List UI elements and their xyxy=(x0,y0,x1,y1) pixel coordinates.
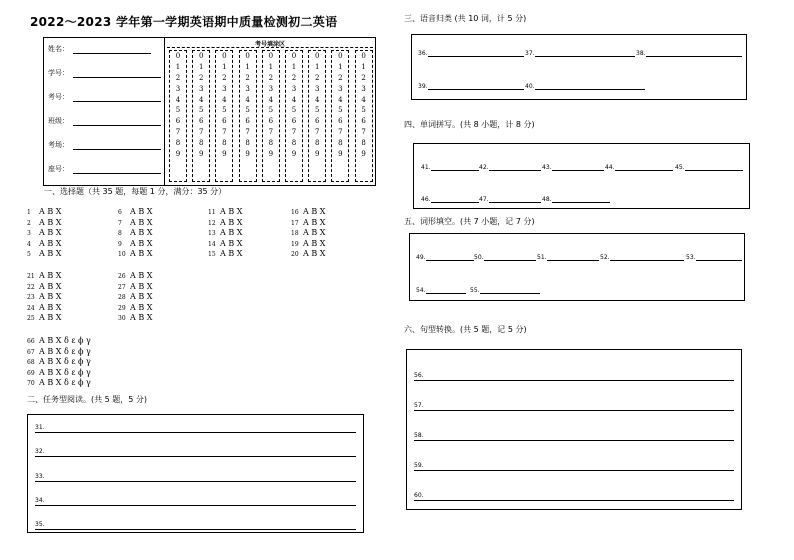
choice-item-17[interactable] xyxy=(291,218,325,227)
exam-digit-bubble[interactable]: 2 xyxy=(268,73,274,82)
section2-answer-box xyxy=(27,414,364,533)
question-number: 6 xyxy=(118,209,122,216)
exam-digit-bubble[interactable]: 8 xyxy=(338,139,343,148)
exam-digit-bubble[interactable]: 3 xyxy=(222,84,227,93)
exam-digit-bubble[interactable]: 6 xyxy=(175,117,181,126)
exam-digit-bubble[interactable]: 2 xyxy=(338,73,343,82)
exam-digit-bubble[interactable]: 5 xyxy=(245,106,250,115)
exam-digit-bubble[interactable]: 9 xyxy=(338,150,343,159)
answer-47[interactable]: 47. xyxy=(479,196,541,203)
answer-42[interactable]: 42. xyxy=(479,164,541,171)
exam-digit-bubble[interactable]: 0 xyxy=(198,52,204,60)
exam-digit-bubble[interactable]: 7 xyxy=(222,128,227,137)
answer-options[interactable]: A B X xyxy=(220,228,243,238)
question-number: 18 xyxy=(291,230,299,238)
student-info-fields xyxy=(44,38,165,185)
question-number: 25 xyxy=(27,315,35,323)
name-field[interactable] xyxy=(48,44,151,54)
answer-options[interactable]: A B X xyxy=(220,249,243,259)
exam-digit-bubble[interactable]: 5 xyxy=(222,106,227,115)
exam-number-area-title: 考号填涂区 xyxy=(254,41,285,48)
section2-heading: 二、任务型阅读。(共 5 题，5 分) xyxy=(27,395,148,404)
answer-options[interactable]: A B X xyxy=(39,207,62,216)
answer-options[interactable]: A B X xyxy=(39,271,62,280)
answer-options[interactable]: A B X xyxy=(39,217,62,227)
answer-options[interactable]: A B X xyxy=(39,238,62,248)
exam-digit-bubble[interactable]: 4 xyxy=(361,95,366,104)
answer-options[interactable]: A B X xyxy=(130,313,153,323)
choice-item-19[interactable] xyxy=(291,239,325,248)
exam-digit-bubble[interactable]: 4 xyxy=(222,95,227,104)
exam-digit-bubble[interactable]: 0 xyxy=(268,52,274,60)
question-number: 1 xyxy=(27,209,31,216)
exam-digit-bubble[interactable]: 4 xyxy=(268,95,274,104)
choice-item-29[interactable] xyxy=(118,303,152,312)
answer-45[interactable]: 45. xyxy=(675,164,743,171)
answer-40[interactable]: 40. xyxy=(525,83,645,90)
question-number: 10 xyxy=(118,251,126,259)
question-number: 11 xyxy=(208,209,216,216)
exam-digit-bubble[interactable]: 8 xyxy=(291,139,297,148)
exam-digit-bubble[interactable]: 5 xyxy=(291,106,297,115)
exam-digit-bubble[interactable]: 5 xyxy=(361,106,366,115)
exam-digit-bubble[interactable]: 4 xyxy=(175,95,181,104)
exam-digit-bubble[interactable]: 5 xyxy=(338,106,343,115)
answer-options[interactable]: A B X xyxy=(220,217,243,227)
exam-number-column-1 xyxy=(169,50,187,182)
question-number: 19 xyxy=(291,240,299,248)
exam-digit-bubble[interactable]: 8 xyxy=(314,139,320,148)
exam-digit-bubble[interactable]: 1 xyxy=(268,62,274,71)
question-number: 68 xyxy=(27,359,35,367)
exam-digit-bubble[interactable]: 8 xyxy=(361,139,366,148)
question-number: 28 xyxy=(118,294,126,302)
answer-options[interactable]: A B X xyxy=(39,281,62,291)
exam-digit-bubble[interactable]: 3 xyxy=(361,84,366,93)
exam-digit-bubble[interactable]: 8 xyxy=(175,139,181,148)
choice-item-18[interactable] xyxy=(291,228,325,237)
seat-number-field[interactable] xyxy=(48,164,161,174)
section2-answer-line-1[interactable]: 31. xyxy=(35,424,356,433)
student-id-field[interactable] xyxy=(48,68,161,78)
answer-options[interactable]: A B X xyxy=(39,292,62,302)
question-number: 7 xyxy=(118,219,122,227)
question-number: 67 xyxy=(27,348,35,356)
choice-item-13[interactable] xyxy=(208,228,242,237)
question-number: 26 xyxy=(118,273,126,280)
question-number: 20 xyxy=(291,251,299,259)
choice-item-1[interactable] xyxy=(27,207,61,216)
exam-digit-bubble[interactable]: 9 xyxy=(198,150,204,159)
student-info-box xyxy=(43,37,376,186)
exam-digit-bubble[interactable]: 0 xyxy=(222,52,227,60)
answer-options[interactable]: A B X xyxy=(303,228,326,238)
section2-answer-line-4[interactable]: 34. xyxy=(35,497,356,506)
section3-heading: 三、语音归类 (共 10 词，计 5 分) xyxy=(404,14,527,23)
choice-item-8[interactable] xyxy=(118,228,152,237)
answer-options[interactable]: A B X xyxy=(303,217,326,227)
question-number: 15 xyxy=(208,251,216,259)
exam-number-column-8 xyxy=(331,50,349,182)
answer-55[interactable]: 55. xyxy=(470,287,540,294)
exam-digit-bubble[interactable]: 9 xyxy=(175,150,181,159)
question-number: 4 xyxy=(27,240,31,248)
question-number: 70 xyxy=(27,380,35,388)
answer-options[interactable]: A B X xyxy=(303,207,326,216)
choice-item-11[interactable] xyxy=(208,207,242,216)
answer-54[interactable]: 54. xyxy=(416,287,466,294)
question-number: 27 xyxy=(118,283,126,291)
answer-options[interactable]: A B X xyxy=(303,249,326,259)
exam-digit-bubble[interactable]: 7 xyxy=(268,128,274,137)
question-number: 23 xyxy=(27,294,35,302)
choice-item-22[interactable] xyxy=(27,282,61,291)
exam-number-column-5 xyxy=(262,50,280,182)
exam-digit-bubble[interactable]: 6 xyxy=(198,117,204,126)
exam-number-column-6 xyxy=(285,50,303,182)
question-number: 13 xyxy=(208,230,216,238)
exam-digit-bubble[interactable]: 2 xyxy=(314,73,320,82)
exam-digit-bubble[interactable]: 0 xyxy=(291,52,297,60)
exam-digit-bubble[interactable]: 1 xyxy=(222,62,227,71)
choice-item-4[interactable] xyxy=(27,239,61,248)
question-number: 17 xyxy=(291,219,299,227)
exam-room-label: 考场： xyxy=(48,141,69,149)
choice-item-5[interactable] xyxy=(27,249,61,258)
answer-43[interactable]: 43. xyxy=(542,164,604,171)
exam-digit-bubble[interactable]: 9 xyxy=(314,150,320,159)
choice-item-6[interactable] xyxy=(118,207,152,216)
exam-digit-bubble[interactable]: 6 xyxy=(338,117,343,126)
choice-item-30[interactable] xyxy=(118,313,152,322)
question-number: 66 xyxy=(27,338,35,345)
answer-options[interactable]: A B X δ ε ϕ γ xyxy=(39,378,91,388)
answer-options[interactable]: A B X xyxy=(130,207,153,216)
answer-options[interactable]: A B X xyxy=(220,207,243,216)
choice-item-26[interactable] xyxy=(118,271,152,280)
section6-answer-line-5[interactable]: 60. xyxy=(414,492,734,501)
exam-digit-bubble[interactable]: 4 xyxy=(338,95,343,104)
section4-heading: 四、单词拼写。(共 8 小题，计 8 分) xyxy=(404,120,535,129)
exam-digit-bubble[interactable]: 3 xyxy=(198,84,204,93)
choice-item-2[interactable] xyxy=(27,218,61,227)
answer-options[interactable]: A B X xyxy=(130,217,153,227)
exam-number-column-9 xyxy=(355,50,373,182)
exam-digit-bubble[interactable]: 1 xyxy=(198,62,204,71)
section4-answer-box xyxy=(413,143,750,209)
choice-item-70[interactable] xyxy=(27,378,91,387)
answer-options[interactable]: A B X xyxy=(39,249,62,259)
exam-digit-bubble[interactable]: 4 xyxy=(245,95,250,104)
section3-answer-box xyxy=(411,34,747,100)
exam-number-column-2 xyxy=(192,50,210,182)
exam-digit-bubble[interactable]: 9 xyxy=(291,150,297,159)
answer-options[interactable]: A B X xyxy=(130,228,153,238)
answer-options[interactable]: A B X xyxy=(39,302,62,312)
page-title: 2022～2023 学年第一学期英语期中质量检测初二英语 xyxy=(30,15,338,29)
exam-digit-bubble[interactable]: 8 xyxy=(198,139,204,148)
exam-digit-bubble[interactable]: 3 xyxy=(245,84,250,93)
exam-digit-bubble[interactable]: 5 xyxy=(198,106,204,115)
choice-item-9[interactable] xyxy=(118,239,152,248)
exam-digit-bubble[interactable]: 5 xyxy=(268,106,274,115)
choice-item-68[interactable] xyxy=(27,357,91,366)
exam-digit-bubble[interactable]: 2 xyxy=(222,73,227,82)
choice-item-20[interactable] xyxy=(291,249,325,258)
choice-item-23[interactable] xyxy=(27,292,61,301)
exam-digit-bubble[interactable]: 1 xyxy=(245,62,250,71)
exam-digit-bubble[interactable]: 0 xyxy=(245,52,250,60)
answer-46[interactable]: 46. xyxy=(421,196,479,203)
choice-item-27[interactable] xyxy=(118,282,152,291)
choice-item-14[interactable] xyxy=(208,239,242,248)
exam-digit-bubble[interactable]: 2 xyxy=(198,73,204,82)
exam-digit-bubble[interactable]: 7 xyxy=(291,128,297,137)
exam-digit-bubble[interactable]: 7 xyxy=(175,128,181,137)
exam-number-bubble-area xyxy=(167,38,373,183)
answer-41[interactable]: 41. xyxy=(421,164,479,171)
exam-digit-bubble[interactable]: 0 xyxy=(175,52,181,60)
choice-item-16[interactable] xyxy=(291,207,325,216)
answer-options[interactable]: A B X xyxy=(130,281,153,291)
question-number: 2 xyxy=(27,219,31,227)
answer-options[interactable]: A B X δ ε ϕ γ xyxy=(39,346,91,356)
exam-digit-bubble[interactable]: 3 xyxy=(291,84,297,93)
exam-digit-bubble[interactable]: 7 xyxy=(338,128,343,137)
section5-answer-box xyxy=(409,233,745,301)
exam-digit-bubble[interactable]: 6 xyxy=(291,117,297,126)
section2-answer-line-2[interactable]: 32. xyxy=(35,448,356,457)
question-number: 30 xyxy=(118,315,126,323)
question-number: 8 xyxy=(118,230,122,238)
exam-number-column-3 xyxy=(215,50,233,182)
exam-number-label: 考号： xyxy=(48,93,69,101)
choice-item-15[interactable] xyxy=(208,249,242,258)
section1-heading: 一、选择题（共 35 题，每题 1 分，满分：35 分） xyxy=(44,187,227,196)
exam-digit-bubble[interactable]: 3 xyxy=(314,84,320,93)
question-number: 5 xyxy=(27,251,31,259)
choice-item-24[interactable] xyxy=(27,303,61,312)
exam-number-column-4 xyxy=(239,50,257,182)
exam-digit-bubble[interactable]: 4 xyxy=(291,95,297,104)
answer-options[interactable]: A B X xyxy=(220,238,243,248)
exam-digit-bubble[interactable]: 1 xyxy=(175,62,181,71)
answer-options[interactable]: A B X xyxy=(130,302,153,312)
question-number: 21 xyxy=(27,273,35,280)
exam-digit-bubble[interactable]: 8 xyxy=(245,139,250,148)
question-number: 29 xyxy=(118,304,126,312)
answer-options[interactable]: A B X δ ε ϕ γ xyxy=(39,336,91,345)
choice-item-3[interactable] xyxy=(27,228,61,237)
exam-digit-bubble[interactable]: 5 xyxy=(175,106,181,115)
exam-digit-bubble[interactable]: 2 xyxy=(245,73,250,82)
choice-item-7[interactable] xyxy=(118,218,152,227)
exam-digit-bubble[interactable]: 2 xyxy=(175,73,181,82)
answer-options[interactable]: A B X δ ε ϕ γ xyxy=(39,367,91,377)
section6-answer-line-3[interactable]: 58. xyxy=(414,432,734,441)
exam-digit-bubble[interactable]: 4 xyxy=(314,95,320,104)
exam-digit-bubble[interactable]: 6 xyxy=(314,117,320,126)
section2-answer-line-5[interactable]: 35. xyxy=(35,521,356,530)
answer-options[interactable]: A B X δ ε ϕ γ xyxy=(39,357,91,367)
exam-digit-bubble[interactable]: 8 xyxy=(222,139,227,148)
exam-digit-bubble[interactable]: 0 xyxy=(314,52,320,60)
choice-item-21[interactable] xyxy=(27,271,61,280)
exam-digit-bubble[interactable]: 7 xyxy=(314,128,320,137)
answer-53[interactable]: 53. xyxy=(686,254,742,261)
question-number: 3 xyxy=(27,230,31,238)
exam-digit-bubble[interactable]: 6 xyxy=(222,117,227,126)
section6-answer-line-1[interactable]: 56. xyxy=(414,372,734,381)
section6-answer-line-4[interactable]: 59. xyxy=(414,462,734,471)
question-number: 24 xyxy=(27,304,35,312)
exam-digit-bubble[interactable]: 6 xyxy=(361,117,366,126)
exam-digit-bubble[interactable]: 1 xyxy=(314,62,320,71)
section2-answer-line-3[interactable]: 33. xyxy=(35,473,356,482)
student-id-label: 学号： xyxy=(48,69,69,77)
choice-item-67[interactable] xyxy=(27,347,91,356)
section6-heading: 六、句型转换。(共 5 题，记 5 分) xyxy=(404,325,527,334)
exam-digit-bubble[interactable]: 6 xyxy=(245,117,250,126)
exam-digit-bubble[interactable]: 9 xyxy=(245,150,250,159)
choice-item-66[interactable] xyxy=(27,336,91,345)
exam-number-column-7 xyxy=(308,50,326,182)
question-number: 9 xyxy=(118,240,122,248)
answer-options[interactable]: A B X xyxy=(303,238,326,248)
exam-digit-bubble[interactable]: 7 xyxy=(361,128,366,137)
answer-36[interactable]: 36. xyxy=(418,50,524,57)
choice-item-28[interactable] xyxy=(118,292,152,301)
exam-digit-bubble[interactable]: 8 xyxy=(268,139,274,148)
exam-number-field[interactable] xyxy=(48,92,161,102)
exam-digit-bubble[interactable]: 6 xyxy=(268,117,274,126)
exam-digit-bubble[interactable]: 3 xyxy=(268,84,274,93)
class-field[interactable] xyxy=(48,116,161,126)
answer-39[interactable]: 39. xyxy=(418,83,524,90)
exam-digit-bubble[interactable]: 0 xyxy=(338,52,343,60)
answer-options[interactable]: A B X xyxy=(39,313,62,323)
question-number: 22 xyxy=(27,283,35,291)
exam-digit-bubble[interactable]: 2 xyxy=(361,73,366,82)
answer-44[interactable]: 44. xyxy=(605,164,673,171)
exam-digit-bubble[interactable]: 1 xyxy=(291,62,297,71)
choice-item-10[interactable] xyxy=(118,249,152,258)
section6-answer-line-2[interactable]: 57. xyxy=(414,402,734,411)
name-label: 姓名： xyxy=(48,45,69,53)
exam-digit-bubble[interactable]: 9 xyxy=(361,150,366,159)
question-number: 14 xyxy=(208,240,216,248)
exam-digit-bubble[interactable]: 7 xyxy=(245,128,250,137)
answer-37[interactable]: 37. xyxy=(525,50,635,57)
answer-52[interactable]: 52. xyxy=(600,254,684,261)
exam-digit-bubble[interactable]: 5 xyxy=(314,106,320,115)
answer-options[interactable]: A B X xyxy=(130,292,153,302)
choice-item-69[interactable] xyxy=(27,368,91,377)
seat-number-label: 座号： xyxy=(48,165,69,173)
exam-digit-bubble[interactable]: 1 xyxy=(361,62,366,71)
answer-options[interactable]: A B X xyxy=(39,228,62,238)
question-number: 69 xyxy=(27,369,35,377)
question-number: 12 xyxy=(208,219,216,227)
exam-room-field[interactable] xyxy=(48,140,161,150)
exam-digit-bubble[interactable]: 3 xyxy=(338,84,343,93)
answer-38[interactable]: 38. xyxy=(636,50,742,57)
section5-heading: 五、词形填空。(共 7 小题，记 7 分) xyxy=(404,217,535,226)
class-label: 班级： xyxy=(48,117,69,125)
answer-options[interactable]: A B X xyxy=(130,271,153,280)
exam-digit-bubble[interactable]: 3 xyxy=(175,84,181,93)
question-number: 16 xyxy=(291,209,299,216)
exam-digit-bubble[interactable]: 2 xyxy=(291,73,297,82)
answer-options[interactable]: A B X xyxy=(130,238,153,248)
exam-digit-bubble[interactable]: 9 xyxy=(268,150,274,159)
exam-digit-bubble[interactable]: 1 xyxy=(338,62,343,71)
section6-answer-box xyxy=(406,349,742,510)
choice-item-12[interactable] xyxy=(208,218,242,227)
exam-digit-bubble[interactable]: 4 xyxy=(198,95,204,104)
choice-item-25[interactable] xyxy=(27,313,61,322)
exam-digit-bubble[interactable]: 9 xyxy=(222,150,227,159)
answer-51[interactable]: 51. xyxy=(537,254,599,261)
exam-digit-bubble[interactable]: 7 xyxy=(198,128,204,137)
answer-50[interactable]: 50. xyxy=(474,254,536,261)
answer-48[interactable]: 48. xyxy=(542,196,610,203)
answer-options[interactable]: A B X xyxy=(130,249,153,259)
answer-49[interactable]: 49. xyxy=(416,254,474,261)
exam-digit-bubble[interactable]: 0 xyxy=(361,52,366,60)
